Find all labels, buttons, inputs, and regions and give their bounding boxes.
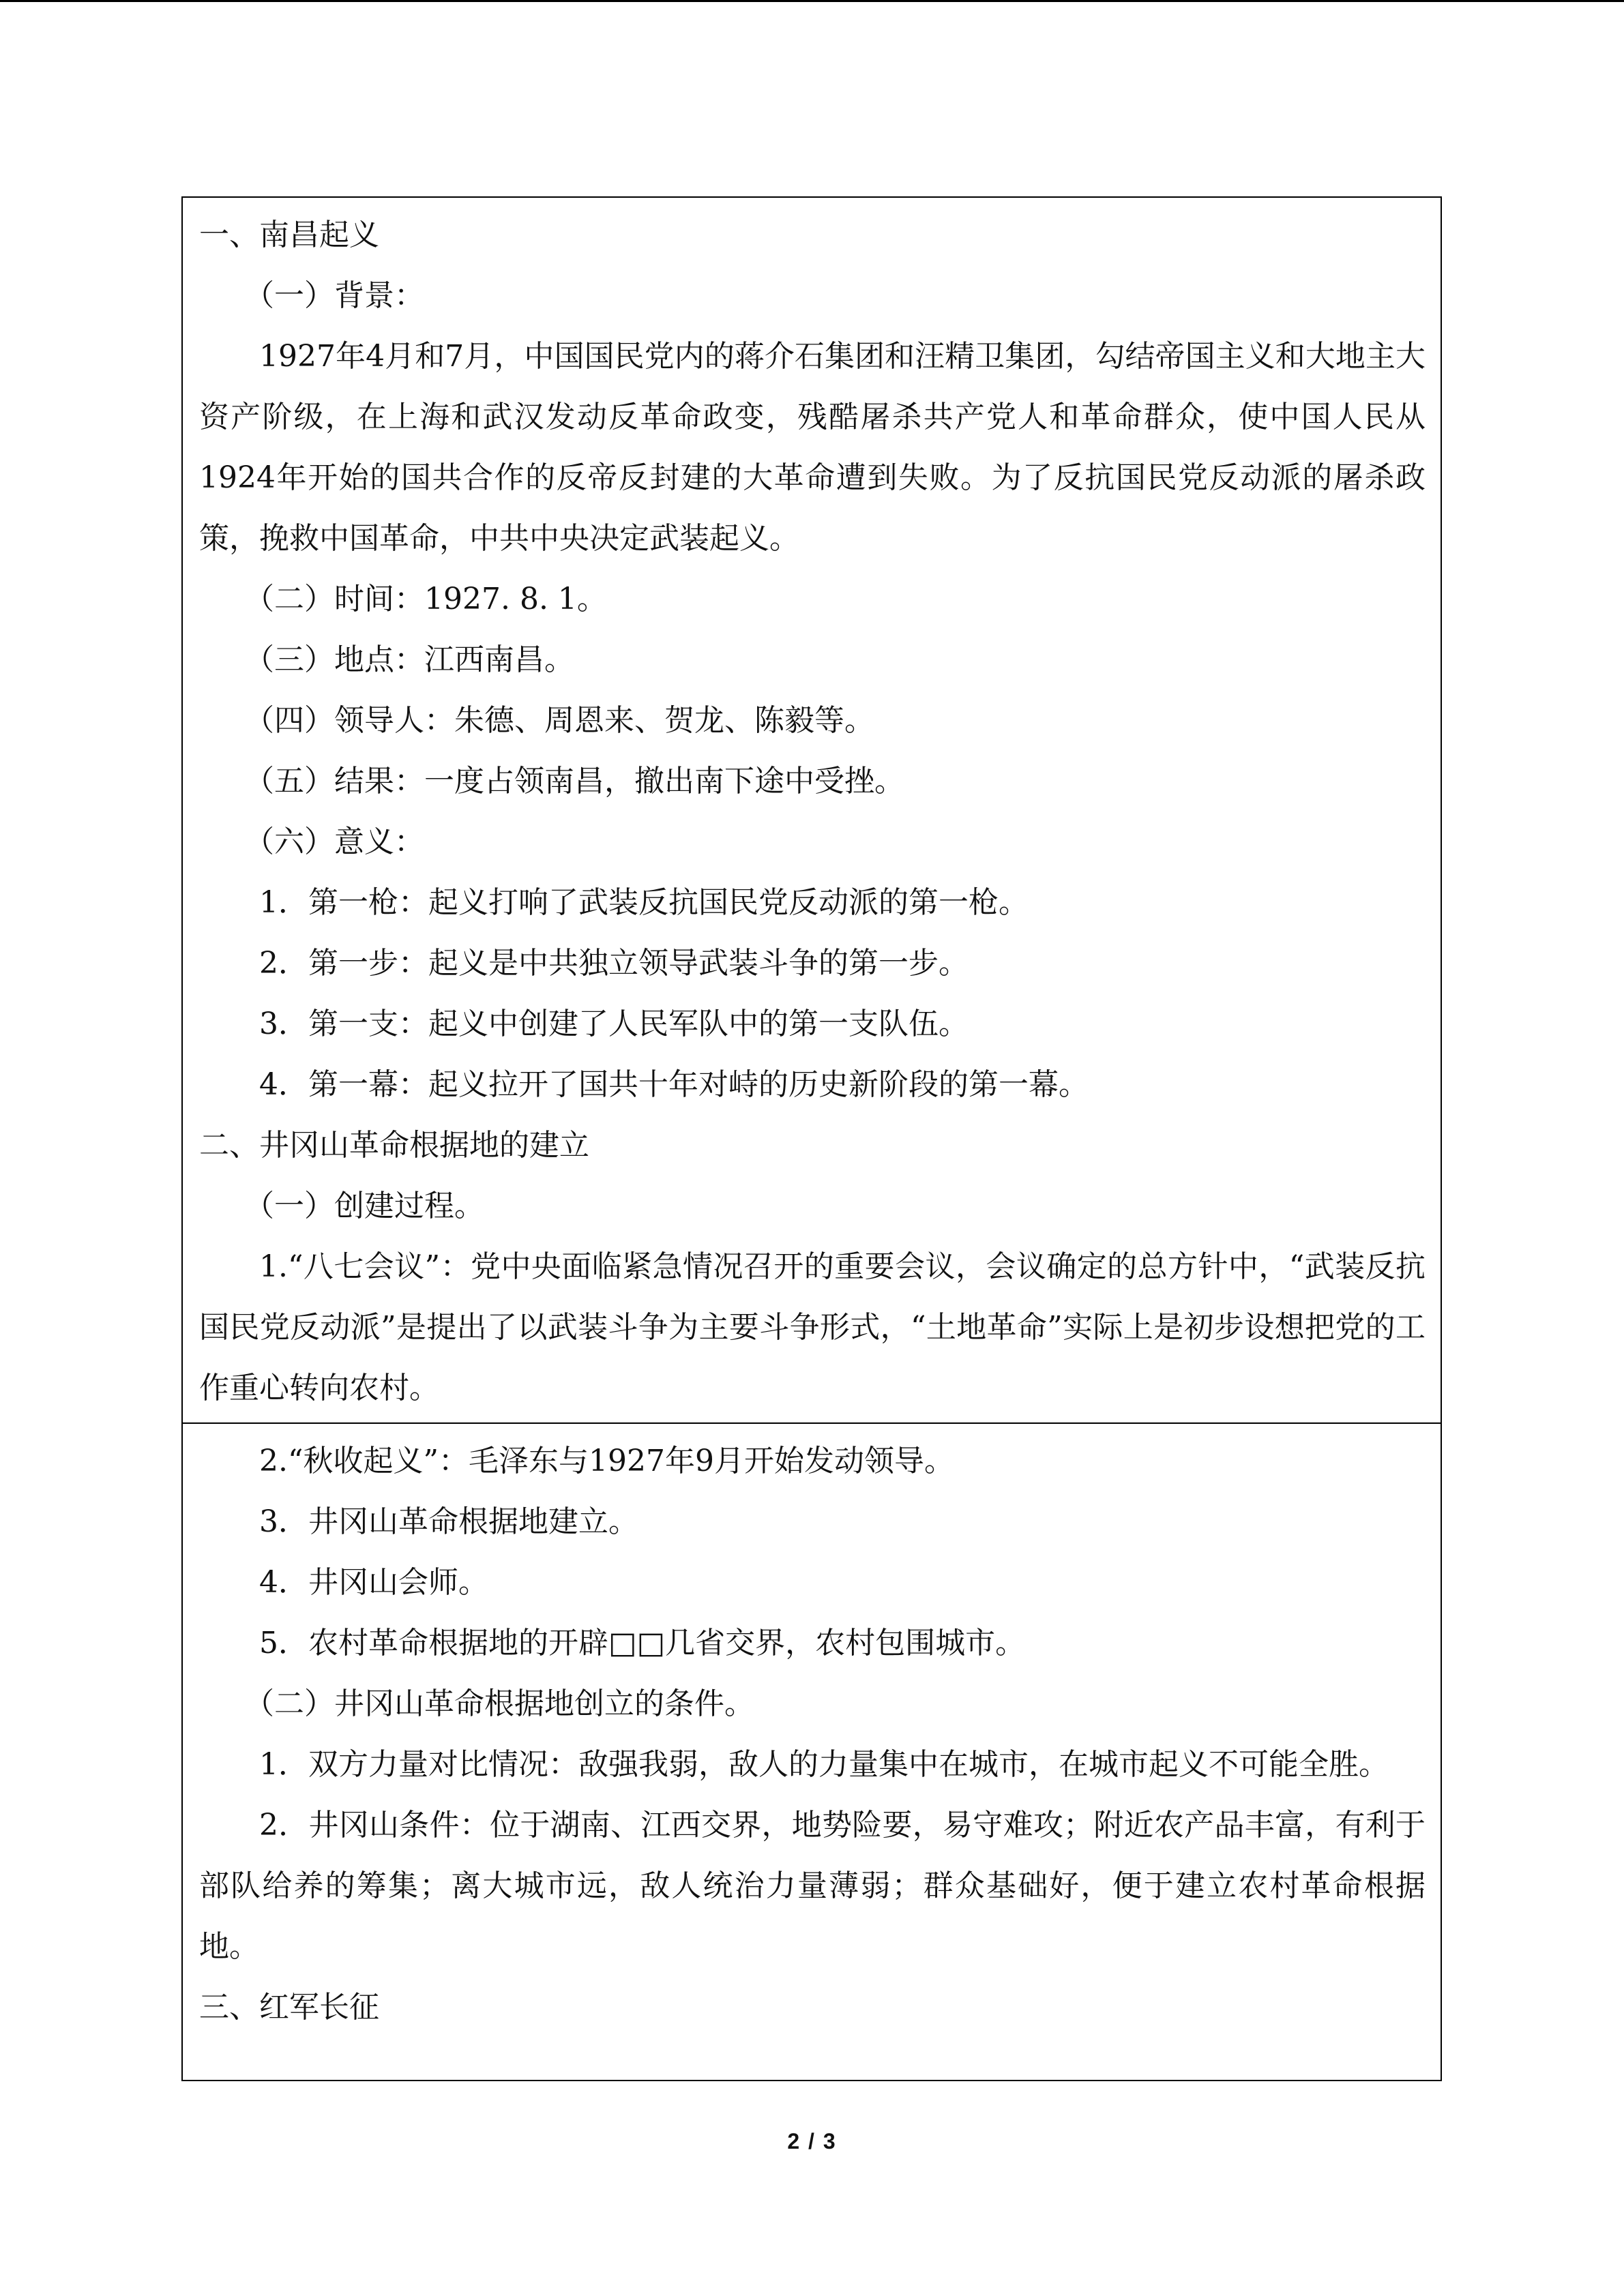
- leaders-line: （四）领导人：朱德、周恩来、贺龙、陈毅等。: [244, 703, 874, 738]
- section-heading-jinggangshan: 二、井冈山革命根据地的建立: [199, 1128, 589, 1163]
- page-number: 2 / 3: [787, 2129, 837, 2153]
- list-item: 2．第一步：起义是中共独立领导武装斗争的第一步。: [259, 946, 969, 981]
- time-line: （二）时间：1927. 8. 1。: [244, 582, 607, 616]
- list-item: 1．第一枪：起义打响了武装反抗国民党反动派的第一枪。: [259, 885, 1029, 920]
- list-item: 2.“秋收起义”：毛泽东与1927年9月开始发动领导。: [259, 1444, 954, 1478]
- section-heading-long-march: 三、红军长征: [199, 1990, 379, 2025]
- table-cell-upper: [182, 197, 1441, 1423]
- list-item: 5．农村革命根据地的开辟□□几省交界，农村包围城市。: [259, 1626, 1026, 1660]
- list-item: 3．井冈山革命根据地建立。: [259, 1504, 638, 1539]
- list-item: 4．第一幕：起义拉开了国共十年对峙的历史新阶段的第一幕。: [259, 1067, 1089, 1102]
- place-line: （三）地点：江西南昌。: [244, 642, 574, 677]
- table-row: [182, 197, 1441, 1423]
- result-line: （五）结果：一度占领南昌，撤出南下途中受挫。: [244, 764, 904, 799]
- background-label: （一）背景：: [244, 278, 424, 313]
- process-label: （一）创建过程。: [244, 1189, 484, 1223]
- list-item: 4．井冈山会师。: [259, 1565, 488, 1600]
- notes-table: [181, 196, 1442, 2081]
- table-cell-lower: [182, 1423, 1441, 2081]
- top-border-line: [0, 0, 1624, 2]
- list-item: 2．井冈山条件：位于湖南、江西交界，地势险要，易守难攻；附近农产品丰富，有利于部队给养的筹集；离大城市远，敌人统治力量薄弱；群众基础好，便于建立农村革命根据地。: [199, 1808, 1426, 1964]
- significance-label: （六）意义：: [244, 824, 424, 859]
- background-paragraph: 1927年4月和7月，中国国民党内的蒋介石集团和汪精卫集团，勾结帝国主义和大地主大资产阶级，在上海和武汉发动反革命政变，残酷屠杀共产党人和革命群众，使中国人民从1924年开始的国共合作的反帝反封建的大革命遭到失败。为了反抗国民党反动派的屠杀政策，挽救中国革命，中共中央决定武装起义。: [199, 339, 1426, 556]
- section-heading-nanchang: 一、南昌起义: [199, 218, 379, 252]
- list-item: 1.“八七会议”：党中央面临紧急情况召开的重要会议，会议确定的总方针中，“武装反抗国民党反动派”是提出了以武装斗争为主要斗争形式，“土地革命”实际上是初步设想把党的工作重心转向农村。: [199, 1249, 1426, 1405]
- list-item: 3．第一支：起义中创建了人民军队中的第一支队伍。: [259, 1007, 969, 1041]
- conditions-label: （二）井冈山革命根据地创立的条件。: [244, 1686, 754, 1721]
- table-row: [182, 1423, 1441, 2081]
- list-item: 1．双方力量对比情况：敌强我弱，敌人的力量集中在城市，在城市起义不可能全胜。: [259, 1747, 1389, 1782]
